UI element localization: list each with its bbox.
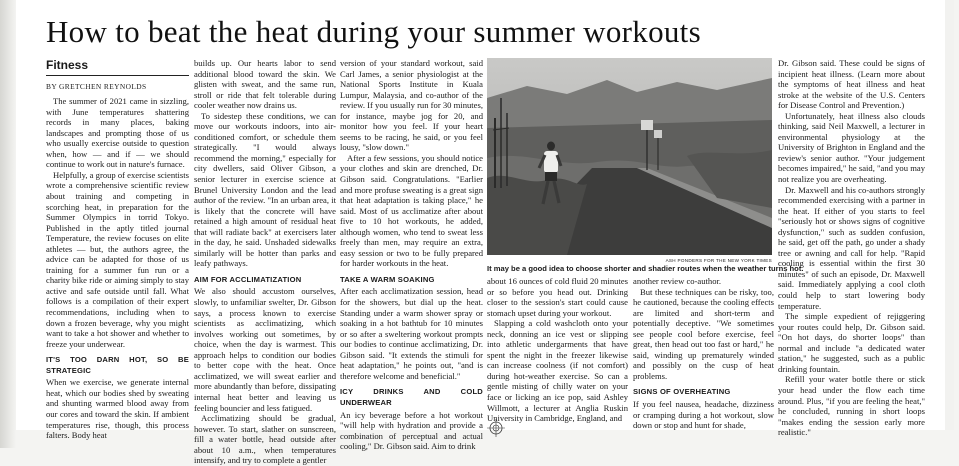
subhead: SIGNS OF OVERHEATING [633,387,731,397]
section-rule [46,75,189,76]
paragraph: If you feel nausea, headache, dizziness or cramping during a hot workout, slow down or stop and hunt for shade, [633,399,774,431]
paragraph: An icy beverage before a hot workout "will help with hydration and provide a combination of perceptual and actual cooling," Dr. Gibson said. Aim to drink [340,409,483,452]
paragraph: But these techniques can be risky, too, he cautioned, because the cooling effects are limited and short-term and potentially deceptive. "We sometimes see people cool before exercise, feel great, then head out too fast or hard," he said, winding up prematurely winded and possibly on the cusp of heat problems. [633,286,774,381]
paragraph: version of your standard workout, said Carl James, a senior physiologist at the National Sports Institute in Kuala Lumpur, Malaysia, and co-author of the review. If you usually run for 30 minutes, for instance, maybe jog for 20, and monitor how you feel. If your heart seems to be racing, he said, or you feel lousy, "slow down." [340,58,483,153]
runner-photo-illustration [487,58,772,255]
runner-photo [487,58,772,255]
paragraph: We also should accustom ourselves, slowly, to unfamiliar swelter, Dr. Gibson says, a process known to exercise scientists as acclimatizing, which involves working out sometimes, by choice, when the day is warmest. This approach helps to condition our bodies to better cope with the heat. Once acclimatized, we will sweat earlier and more abundantly than before, dissipating internal heat better and leaving us feeling bouncier and less fatigued. [194,286,336,413]
registration-mark-icon [486,418,506,438]
paragraph: After a few sessions, you should notice your clothes and skin are drenched, Dr. Gibson said. Congratulations. "Earlier and more profuse sweating is a great sign that heat adaptation is taking place," he said. Most of us acclimatize after about five to 10 hot workouts, he added, although women, who tend to sweat less freely than men, may require an extra, easy session or two to be fully prepared for harder workouts in the heat. [340,152,483,269]
paragraph: builds up. Our hearts labor to send additional blood toward the skin. We glisten with sweat, and the same run, stroll or ride that felt tolerable during cooler weather now drains us. [194,58,336,111]
column-1 [46,58,189,441]
paragraph: another review co-author. [633,276,722,286]
paragraph: Unfortunately, heat illness also clouds thinking, said Neil Maxwell, a lecturer in environmental physiology at the University of Brighton in England and the review's senior author. "Your judgement becomes impaired," he said, "and you may not realize you are overheating. [778,110,925,185]
newspaper-page [16,0,954,466]
subhead: TAKE A WARM SOAKING [340,274,435,284]
paragraph: When we exercise, we generate internal heat, which our bodies shed by sweating and shunting warmed blood away from our cores and toward the skin. If ambient temperatures rise, though, this process falters. Body heat [46,377,189,441]
paragraph: Acclimatizing should be gradual, however. To start, slather on sunscreen, fill a water bottle, head outside after about 10 a.m., when temperatures intensify, and try to complete a gentler [194,413,336,466]
column-6 [778,58,925,438]
column-3 [340,58,483,452]
paragraph: The simple expedient of rejiggering your routes could help, Dr. Gibson said. "On hot days, do shorter loops" than normal and include "a dedicated water station," he suggested, such as a public drinking fountain. [778,311,925,374]
headline: How to beat the heat during your summer workouts [46,14,701,49]
photo-caption: It may be a good idea to choose shorter and shadier routes when the weather turns hot. [487,264,804,273]
paragraph: Dr. Maxwell and his co-authors strongly recommended exercising with a partner in the heat. If either of you starts to feel "seriously hot or shows signs of cognitive dysfunction," such as sudden confusion, he said, get off the path, go under a shady tree or awning and call for help. "Rapid cooling is essential within the first 30 minutes" of such an episode, Dr. Maxwell said. Immediately applying a cool cloth could help to start lowering body temperature. [778,184,925,311]
paragraph: Refill your water bottle there or stick your head under the flow each time around. Plus, "if you are feeling the heat," he concluded, running in short loops "makes ending the session early more realistic." [778,374,925,438]
paragraph: about 16 ounces of cold fluid 20 minutes or so before you head out. Drinking closer to the session's start could cause stomach upset during your workout. [487,276,628,318]
paragraph: Slapping a cold washcloth onto your neck, donning an ice vest or slipping into athletic undergarments that have spent the night in the freezer likewise can increase coolness (if not comfort) during hot-weather exercise. So can a gentle misting of chilly water on your face or licking an ice pop, said Ashley Willmott, a lecturer at Anglia Ruskin University in Cambridge, England, and [487,318,628,424]
paragraph: Dr. Gibson said. These could be signs of incipient heat illness. (Learn more about the symptoms of heat illness and heat stroke at the website of the U.S. Centers for Disease Control and Prevention.) [778,58,925,111]
page-edge [945,0,954,430]
page-fold-shadow [0,0,16,448]
column-5 [633,276,774,431]
paragraph: The summer of 2021 came in sizzling, with June temperatures shattering records in many places, baking landscapes and prompting those of us who usually exercise outside to question when, how — and if — we should continue to work out in nature's furnace. [46,96,189,170]
paragraph: To sidestep these conditions, we can move our workouts indoors, into air-conditioned comfort, or schedule them strategically. "I would always recommend the morning," especially for city dwellers, said Oliver Gibson, a senior lecturer in exercise science at Brunel University London and the lead author of the review. "In an urban area, it is likely that the concrete will have retained a high amount of residual heat that will radiate back" at exercisers later in the day, he said. Unshaded sidewalks similarly will be hotter than parks and leafy pathways. [194,110,336,269]
subhead: AIM FOR ACCLIMATIZATION [194,274,302,284]
column-4 [487,276,628,424]
section-label: Fitness [46,58,89,72]
byline: BY GRETCHEN REYNOLDS [46,81,147,91]
paragraph: Helpfully, a group of exercise scientists wrote a comprehensive scientific review about training and competing in scorching heat, in preparation for the Summer Olympics in torrid Tokyo. Published in the aptly titled journal Temperature, the review focuses on elite athletes — but, the authors agree, the advice can be adapted for those of us training for a summer fun run or a charity bike ride or aiming simply to stay active and safe outside until fall. What follows is a compilation of their expert recommendations, including when to down a frozen beverage, why you might want to take a hot shower and whether to freeze your underwear. [46,169,189,349]
paragraph: After each acclimatization session, head for the showers, but dial up the heat. Standing under a warm shower spray or soaking in a hot bathtub for 10 minutes or so after a sweltering workout prompts our bodies to continue acclimatizing, Dr. Gibson said. "It extends the stimuli for heat adaptation," he points out, "and is therefore welcome and beneficial." [340,286,483,381]
photo-credit: ASH PONDERS FOR THE NEW YORK TIMES [665,258,772,263]
subhead: IT'S TOO DARN HOT, SO BE STRATEGIC [46,355,189,375]
column-2 [194,58,336,466]
subhead: ICY DRINKS AND COLD UNDERWEAR [340,387,483,407]
